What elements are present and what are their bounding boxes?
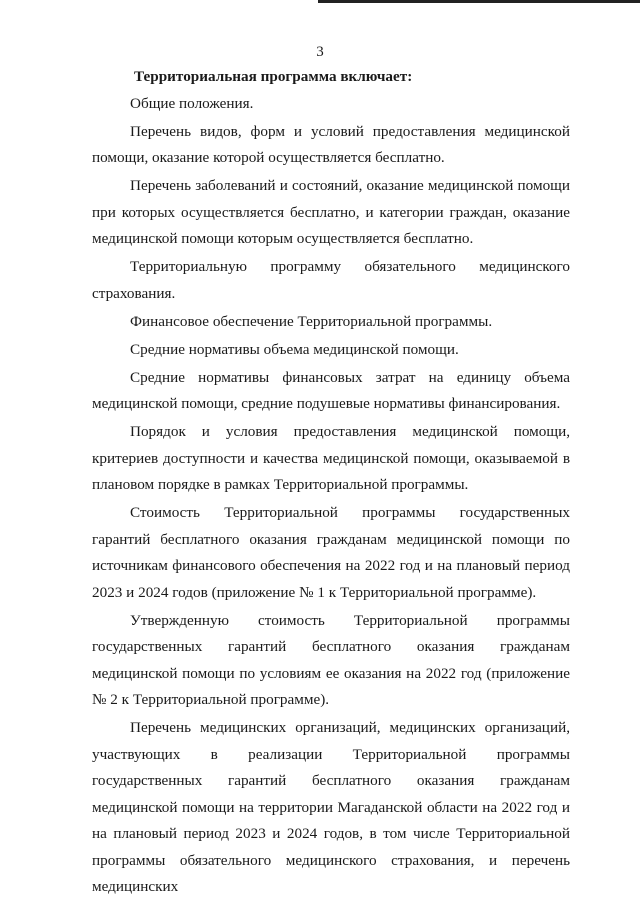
document-body [92, 64, 570, 902]
paragraph: Общие положения. [130, 94, 254, 112]
paragraph: Территориальную программу обязательного медицинского страхования. [92, 258, 570, 302]
paragraph: Перечень видов, форм и условий предоставления медицинской помощи, оказание которой осуществляется бесплатно. [92, 122, 570, 166]
page-number: 3 [316, 44, 324, 60]
paragraph: Перечень медицинских организаций, медицинских организаций, участвующих в реализации Территориальной программы государственных гарантий бесплатного оказания гражданам медицинской помощи на территории Магаданской области на 2022 год и на плановый период 2023 и 2024 годов, в том числе Территориальной программы обязательного медицинского страхования, и перечень медицинских [92, 719, 570, 895]
section-heading: Территориальная программа включает: [134, 68, 413, 85]
paragraph: Порядок и условия предоставления медицинской помощи, критериев доступности и качества медицинской помощи, оказываемой в плановом порядке в рамках Территориальной программы. [92, 423, 570, 493]
paragraph: Средние нормативы финансовых затрат на единицу объема медицинской помощи, средние подушевые нормативы финансирования. [92, 368, 570, 412]
paragraph: Утвержденную стоимость Территориальной программы государственных гарантий бесплатного оказания гражданам медицинской помощи по условиям ее оказания на 2022 год (приложение № 2 к Территориальной программе). [92, 611, 570, 708]
top-border-line [318, 0, 640, 3]
paragraph: Стоимость Территориальной программы государственных гарантий бесплатного оказания гражданам медицинской помощи по источникам финансового обеспечения на 2022 год и на плановый период 2023 и 2024 годов (приложение № 1 к Территориальной программе). [92, 504, 570, 601]
paragraph: Перечень заболеваний и состояний, оказание медицинской помощи при которых осуществляется бесплатно, и категории граждан, оказание медицинской помощи которым осуществляется бесплатно. [92, 177, 570, 247]
paragraph: Финансовое обеспечение Территориальной программы. [130, 312, 493, 330]
paragraph: Средние нормативы объема медицинской помощи. [130, 340, 459, 358]
